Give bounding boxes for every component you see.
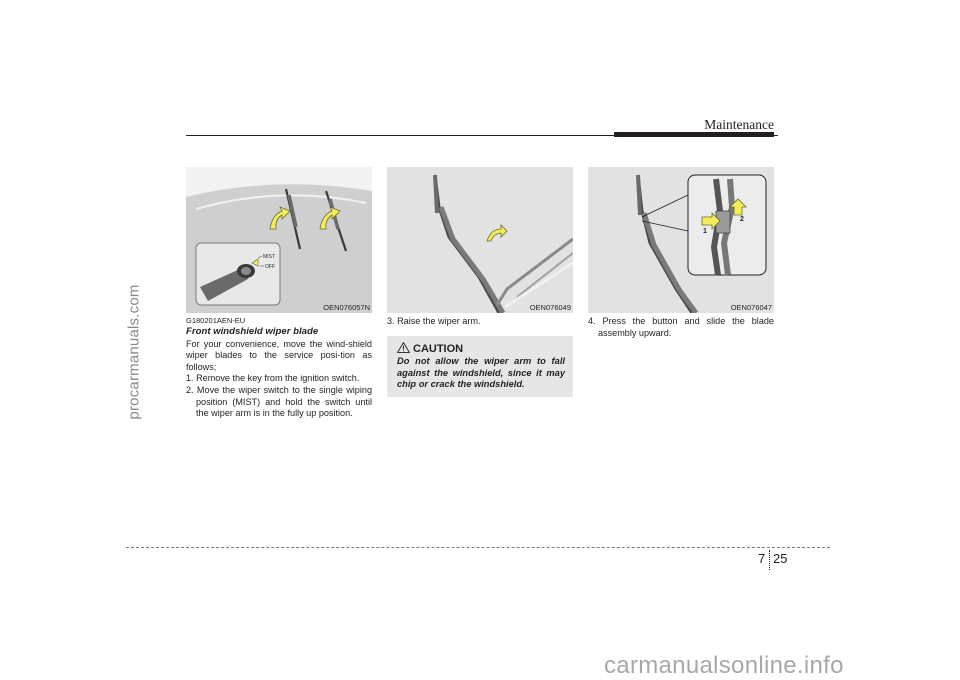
figure-code: OEN076047 [730, 303, 772, 312]
chapter-number: 7 [758, 551, 766, 566]
column-1 [186, 316, 372, 420]
warning-triangle-icon [397, 342, 410, 353]
step-3: 3. Raise the wiper arm. [387, 316, 481, 326]
side-watermark: procarmanuals.com [125, 284, 143, 420]
switch-label-mist: MIST [263, 254, 275, 260]
intro-paragraph: For your convenience, move the wind-shield wiper blades to the service posi-tion as follows; [186, 338, 372, 372]
step-4: 4. Press the button and slide the blade assembly upward. [588, 316, 774, 338]
figure-code: OEN076057N [323, 303, 370, 312]
figure-raise-wiper-arm [387, 167, 573, 313]
callout-1: 1 [703, 228, 707, 235]
caution-title: CAUTION [413, 343, 464, 355]
column-2 [387, 316, 573, 328]
figure-windshield-wipers [186, 167, 372, 313]
callout-2: 2 [740, 216, 744, 223]
footer-rule [126, 547, 830, 548]
figure-press-button-slide-blade [588, 167, 774, 313]
subheading: Front windshield wiper blade [186, 326, 319, 337]
step-1: 1. Remove the key from the ignition switch. [186, 373, 360, 384]
figure-code: OEN076049 [529, 303, 571, 312]
column-3 [588, 316, 774, 339]
caution-box [387, 336, 573, 397]
section-code: G180201AEN-EU [186, 316, 246, 325]
section-title: Maintenance [704, 117, 774, 132]
bottom-watermark: carmanualsonline.info [604, 652, 844, 679]
caution-text: Do not allow the wiper arm to fall against the windshield, since it may chip or crack the windshield. [397, 356, 565, 389]
step-2: 2. Move the wiper switch to the single wiping position (MIST) and hold the switch until the wiper arm is in the fully up position. [186, 384, 372, 419]
page-number: 25 [773, 551, 788, 566]
header-rule-accent [614, 132, 774, 137]
page-separator [769, 550, 770, 570]
switch-label-off: OFF [265, 264, 275, 270]
